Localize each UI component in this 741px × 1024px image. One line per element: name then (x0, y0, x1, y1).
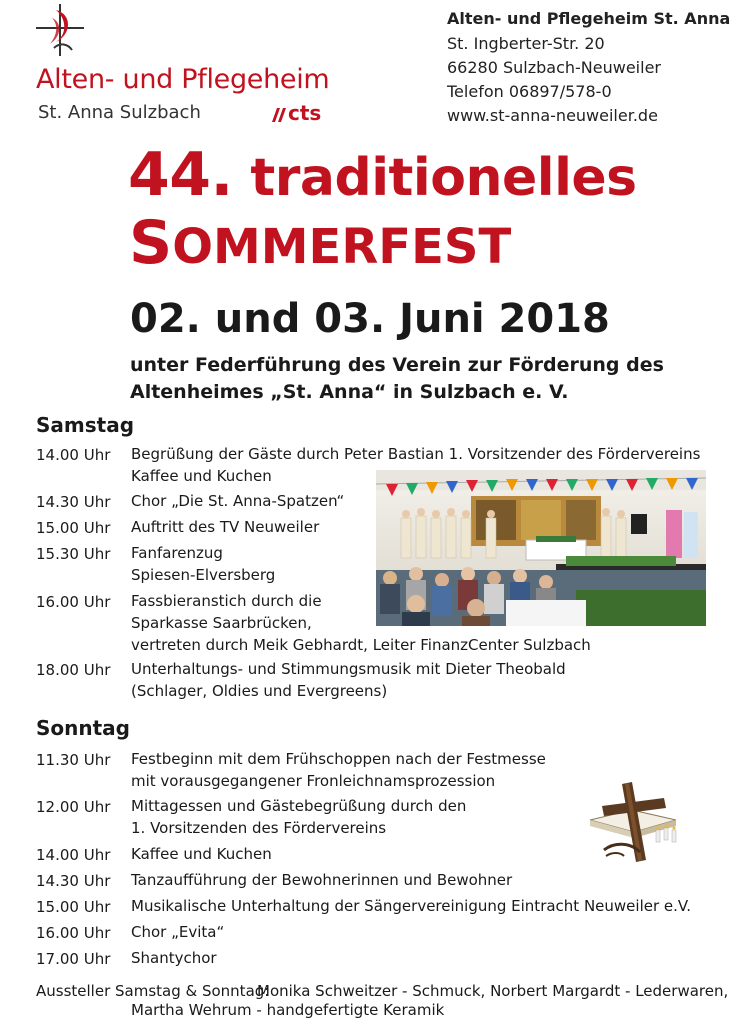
headline-number: 44. (128, 140, 233, 210)
brand-mark-icon (272, 106, 286, 122)
schedule-entry (131, 542, 275, 586)
schedule-time: 15.00 Uhr (36, 898, 111, 916)
schedule-time: 15.00 Uhr (36, 519, 111, 537)
headline-fest-initial: S (129, 208, 173, 278)
schedule-time: 14.00 Uhr (36, 446, 111, 464)
schedule-entry (131, 490, 344, 512)
schedule-time: 15.30 Uhr (36, 545, 111, 563)
schedule-line: Kaffee und Kuchen (131, 467, 272, 485)
schedule-entry (131, 658, 566, 702)
schedule-line: Chor „Evita“ (131, 923, 225, 941)
headline-fest-rest: OMMERFEST (172, 219, 512, 275)
sunday-heading: Sonntag (36, 716, 130, 740)
schedule-line: Mittagessen und Gästebegrüßung durch den (131, 797, 467, 815)
schedule-line: Begrüßung der Gäste durch Peter Bastian 1. Vorsitzender des Fördervereins (131, 445, 701, 463)
schedule-line: 1. Vorsitzenden des Fördervereins (131, 819, 387, 837)
cross-flame-logo-icon (34, 4, 86, 56)
schedule-line: Unterhaltungs- und Stimmungsmusik mit Dieter Theobald (131, 660, 566, 678)
org-name: Alten- und Pflegeheim (36, 64, 330, 95)
event-date: 02. und 03. Juni 2018 (130, 296, 610, 342)
schedule-line: Musikalische Unterhaltung der Sängervereinigung Eintracht Neuweiler e.V. (131, 897, 691, 915)
address-web[interactable]: www.st-anna-neuweiler.de (447, 106, 658, 125)
brand-logo (272, 101, 321, 125)
schedule-time: 14.30 Uhr (36, 493, 111, 511)
headline-sommerfest (129, 208, 511, 278)
schedule-time: 14.00 Uhr (36, 846, 111, 864)
festival-tent-photo (376, 470, 706, 626)
schedule-time: 17.00 Uhr (36, 950, 111, 968)
schedule-time: 14.30 Uhr (36, 872, 111, 890)
schedule-time: 16.00 Uhr (36, 924, 111, 942)
schedule-entry (131, 516, 319, 538)
address-city: 66280 Sulzbach-Neuweiler (447, 58, 661, 77)
brand-name: cts (288, 101, 322, 125)
headline-line1 (128, 140, 637, 210)
schedule-line: Tanzaufführung der Bewohnerinnen und Bewohner (131, 871, 513, 889)
schedule-entry (131, 748, 546, 792)
organizer-line1: unter Federführung des Verein zur Förderung des (130, 354, 664, 376)
saturday-heading: Samstag (36, 413, 135, 437)
schedule-line: Spiesen-Elversberg (131, 566, 276, 584)
address-title: Alten- und Pflegeheim St. Anna (447, 9, 731, 28)
schedule-entry (131, 795, 466, 839)
address-street: St. Ingberter-Str. 20 (447, 34, 605, 53)
exhibitors-label: Aussteller Samstag & Sonntag: (36, 982, 270, 1000)
schedule-time: 16.00 Uhr (36, 593, 111, 611)
schedule-entry (131, 843, 272, 865)
schedule-line: Sparkasse Saarbrücken, (131, 614, 312, 632)
schedule-line: Kaffee und Kuchen (131, 845, 272, 863)
schedule-entry (131, 895, 691, 917)
schedule-line: Shantychor (131, 949, 217, 967)
schedule-line: vertreten durch Meik Gebhardt, Leiter FinanzCenter Sulzbach (131, 636, 591, 654)
schedule-line: Fanfarenzug (131, 544, 223, 562)
schedule-entry (131, 947, 217, 969)
schedule-time: 11.30 Uhr (36, 751, 111, 769)
organizer-line2: Altenheimes „St. Anna“ in Sulzbach e. V. (130, 381, 569, 403)
schedule-time: 18.00 Uhr (36, 661, 111, 679)
schedule-line: mit vorausgegangener Fronleichnamsprozession (131, 772, 496, 790)
schedule-line: (Schlager, Oldies und Evergreens) (131, 682, 388, 700)
schedule-entry (131, 869, 512, 891)
org-subname: St. Anna Sulzbach (38, 102, 201, 123)
headline-word: traditionelles (250, 148, 637, 208)
schedule-time: 12.00 Uhr (36, 798, 111, 816)
exhibitors-line1: Monika Schweitzer - Schmuck, Norbert Margardt - Lederwaren, (257, 982, 729, 1000)
schedule-line: Fassbieranstich durch die (131, 592, 322, 610)
schedule-line: Festbeginn mit dem Frühschoppen nach der Festmesse (131, 750, 546, 768)
address-phone: Telefon 06897/578-0 (447, 82, 612, 101)
schedule-line: Chor „Die St. Anna-Spatzen“ (131, 492, 345, 510)
cross-bible-candles-icon (584, 780, 684, 870)
schedule-line: Auftritt des TV Neuweiler (131, 518, 320, 536)
exhibitors-line2: Martha Wehrum - handgefertigte Keramik (131, 1001, 445, 1019)
schedule-entry (131, 921, 224, 943)
